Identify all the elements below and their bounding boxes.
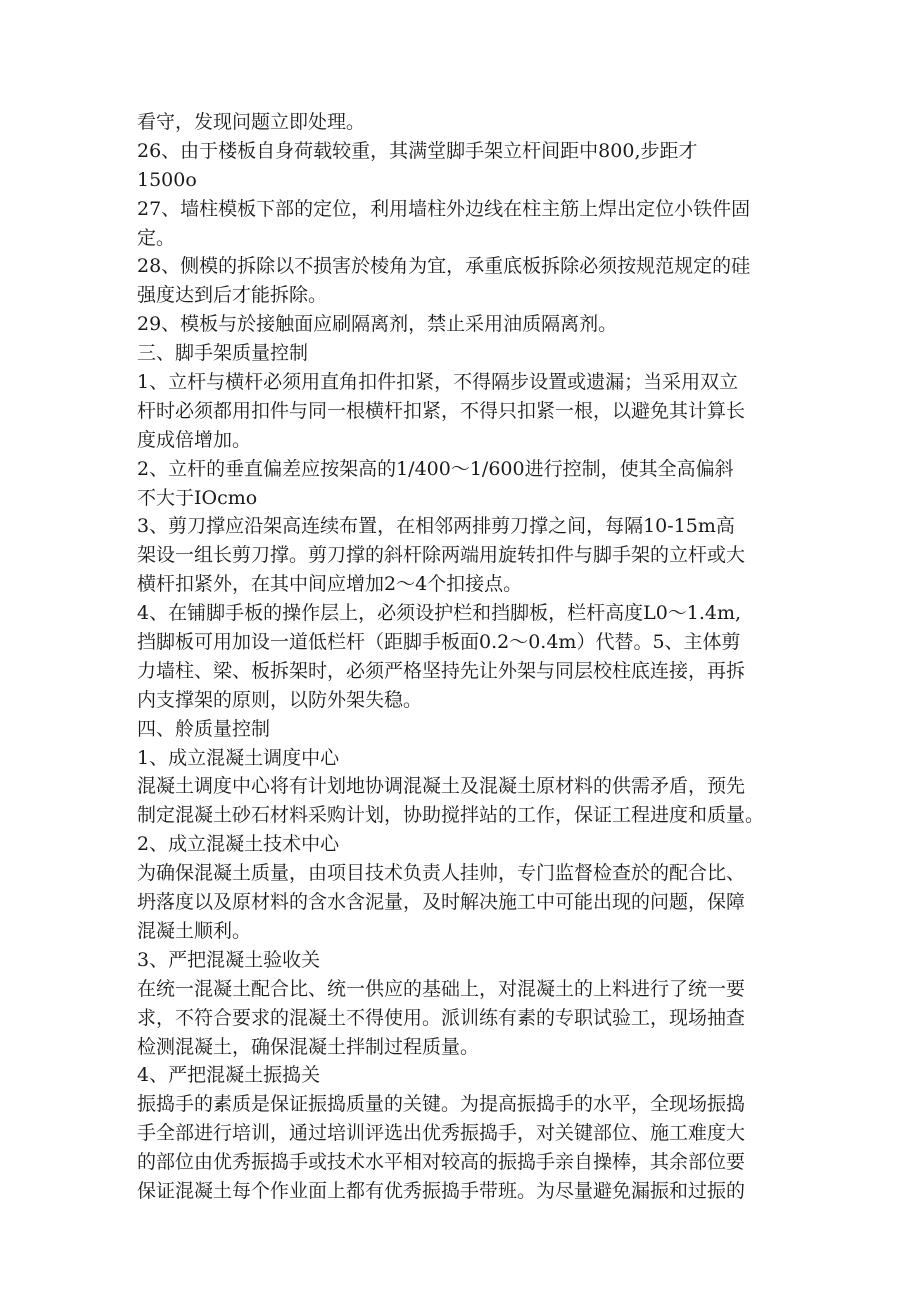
text-line: 2、立杆的垂直偏差应按架高的1/400～1/600进行控制，使其全高偏斜 bbox=[137, 457, 734, 480]
text-line: 检测混凝土，确保混凝土拌制过程质量。 bbox=[137, 1035, 480, 1058]
text-line: 制定混凝土砂石材料采购计划，协助搅拌站的工作，保证工程进度和质量。 bbox=[137, 804, 765, 827]
text-line: 26、由于楼板自身荷载较重，其满堂脚手架立杆间距中800,步距才 bbox=[137, 139, 698, 162]
text-line: 1、立杆与横杆必须用直角扣件扣紧，不得隔步设置或遗漏；当采用双立 bbox=[137, 371, 739, 394]
text-line: 的部位由优秀振捣手或技术水平相对较高的振捣手亲自操棒，其余部位要 bbox=[137, 1151, 746, 1174]
text-line: 手全部进行培训，通过培训评选出优秀振捣手，对关键部位、施工难度大 bbox=[137, 1122, 746, 1145]
text-line: 不大于IOcmo bbox=[137, 486, 258, 509]
text-line: 在统一混凝土配合比、统一供应的基础上，对混凝土的上料进行了统一要 bbox=[137, 977, 746, 1000]
text-line: 保证混凝土每个作业面上都有优秀振捣手带班。为尽量避免漏振和过振的 bbox=[137, 1179, 746, 1202]
text-line: 混凝土顺利。 bbox=[137, 919, 252, 942]
text-line: 4、严把混凝土振捣关 bbox=[137, 1064, 321, 1087]
text-line: 3、严把混凝土验收关 bbox=[137, 948, 321, 971]
text-line: 1500o bbox=[137, 168, 197, 191]
text-line: 看守，发现问题立即处理。 bbox=[137, 111, 366, 133]
text-line: 横杆扣紧外，在其中间应增加2～4个扣接点。 bbox=[137, 573, 523, 596]
text-line: 求，不符合要求的混凝土不得使用。派训练有素的专职试验工，现场抽查 bbox=[137, 1006, 746, 1029]
text-line: 三、脚手架质量控制 bbox=[137, 342, 309, 365]
text-line: 坍落度以及原材料的含水含泥量，及时解决施工中可能出现的问题，保障 bbox=[137, 891, 746, 914]
text-line: 内支撑架的原则，以防外架失稳。 bbox=[137, 688, 423, 711]
text-line: 定。 bbox=[137, 226, 176, 249]
text-line: 强度达到后才能拆除。 bbox=[137, 284, 328, 307]
text-line: 度成倍增加。 bbox=[137, 428, 252, 451]
document-body bbox=[137, 108, 802, 1206]
text-line: 29、模板与於接触面应刷隔离剂，禁止采用油质隔离剂。 bbox=[137, 313, 618, 336]
text-line: 架设一组长剪刀撑。剪刀撑的斜杆除两端用旋转扣件与脚手架的立杆或大 bbox=[137, 544, 746, 567]
text-line: 杆时必须都用扣件与同一根横杆扣紧，不得只扣紧一根，以避免其计算长 bbox=[137, 399, 746, 422]
text-line: 挡脚板可用加设一道低栏杆（距脚手板面0.2～0.4m）代替。5、主体剪 bbox=[137, 631, 741, 654]
text-line: 3、剪刀撑应沿架高连续布置，在相邻两排剪刀撑之间，每隔10-15m高 bbox=[137, 515, 735, 538]
text-line: 为确保混凝土质量，由项目技术负责人挂帅，专门监督检查於的配合比、 bbox=[137, 862, 746, 885]
text-line: 2、成立混凝土技术中心 bbox=[137, 833, 340, 856]
text-line: 28、侧模的拆除以不损害於棱角为宜，承重底板拆除必须按规范规定的硅 bbox=[137, 255, 751, 278]
text-line: 力墙柱、梁、板拆架时，必须严格坚持先让外架与同层校柱底连接，再拆 bbox=[137, 659, 746, 682]
text-line: 混凝土调度中心将有计划地协调混凝土及混凝土原材料的供需矛盾，预先 bbox=[137, 775, 746, 798]
text-line: 1、成立混凝土调度中心 bbox=[137, 746, 340, 769]
text-line: 27、墙柱模板下部的定位，利用墙柱外边线在柱主筋上焊出定位小铁件固 bbox=[137, 197, 751, 220]
text-line: 4、在铺脚手板的操作层上，必须设护栏和挡脚板，栏杆高度L0～1.4m, bbox=[137, 602, 742, 625]
text-line: 振捣手的素质是保证振捣质量的关键。为提高振捣手的水平，全现场振捣 bbox=[137, 1093, 746, 1116]
text-line: 四、舲质量控制 bbox=[137, 717, 271, 740]
